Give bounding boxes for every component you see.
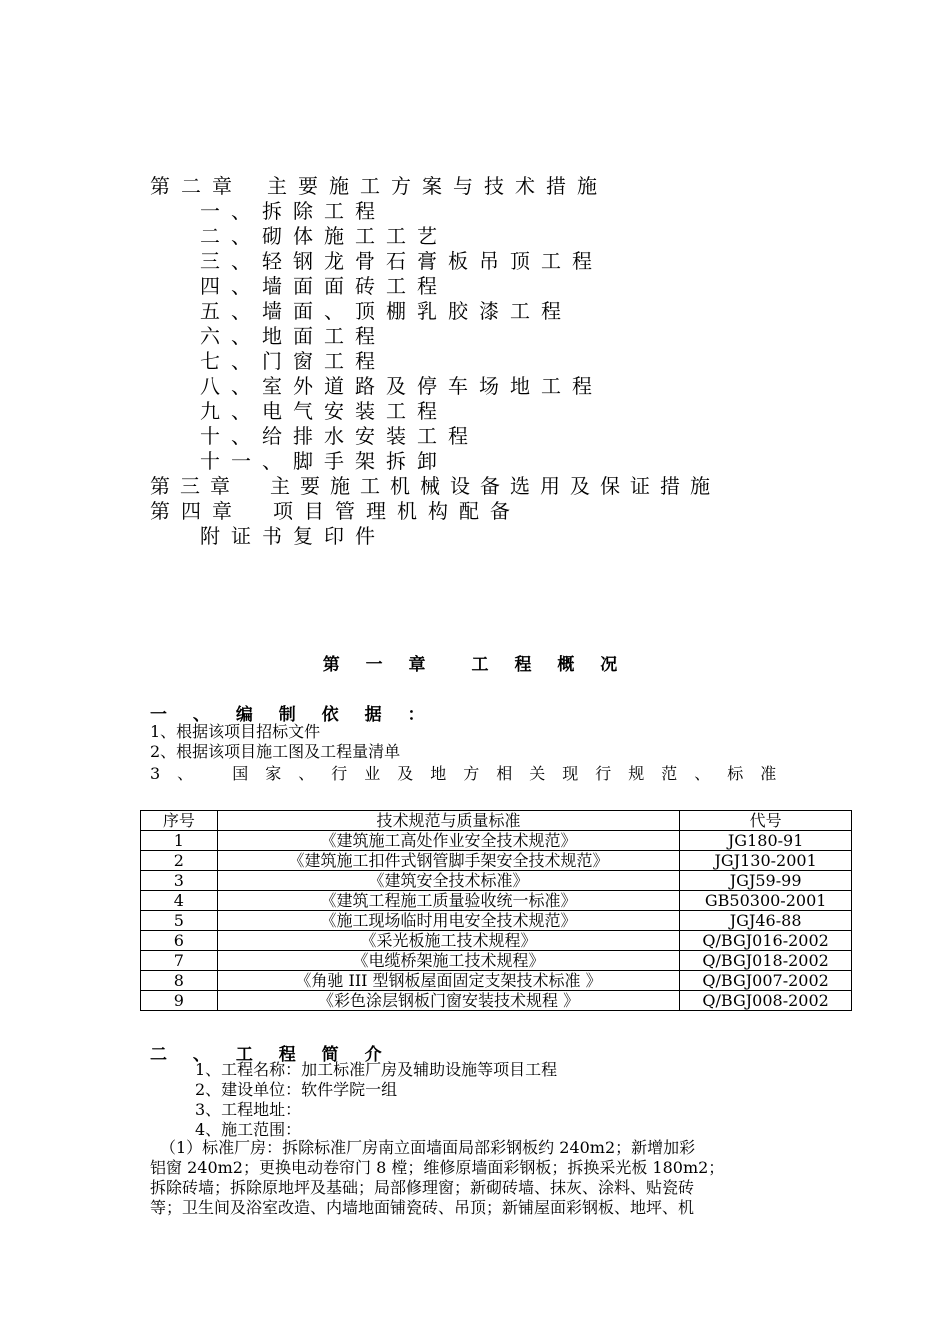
table-row [141,991,852,1011]
table-cell: JG180-91 [680,831,852,851]
toc-item: 三、轻钢龙骨石膏板吊顶工程 [200,249,603,273]
table-cell: 《建筑施工高处作业安全技术规范》 [217,831,680,851]
table-cell: 9 [141,991,218,1011]
table-row [141,831,852,851]
table-cell: JGJ130-2001 [680,851,852,871]
chapter-heading [0,650,950,675]
chapter-title: 工 程 概 况 [471,655,628,675]
toc-chapter-label: 第三章 [150,474,240,498]
table-cell: JGJ59-99 [680,871,852,891]
intro-item: 4、施工范围： [195,1120,302,1139]
toc-item: 五、墙面、顶棚乳胶漆工程 [200,299,572,323]
table-header-cell: 代号 [680,811,852,831]
toc-item: 七、门窗工程 [200,349,386,373]
table-cell: 1 [141,831,218,851]
table-cell: 《电缆桥架施工技术规程》 [217,951,680,971]
table-header-cell: 序号 [141,811,218,831]
chapter-label: 第 一 章 [322,655,436,675]
section-heading: 一 、 编 制 依 据 ： [150,705,435,725]
table-cell: 《建筑安全技术标准》 [217,871,680,891]
scope-paragraph-line: 拆除砖墙；拆除原地坪及基础；局部修理窗；新砌砖墙、抹灰、涂料、贴瓷砖 [150,1178,695,1197]
table-header-cell: 技术规范与质量标准 [217,811,680,831]
basis-item: 3、 国家、行业及地方相关现行规范、标准 [150,764,794,783]
table-header-row [141,811,852,831]
table-cell: 《建筑工程施工质量验收统一标准》 [217,891,680,911]
toc-chapter-title: 主要施工方案与技术措施 [267,174,608,198]
table-cell: 《角驰 III 型钢板屋面固定支架技术标准 》 [217,971,680,991]
intro-item: 2、建设单位：软件学院一组 [195,1080,398,1099]
table-cell: 4 [141,891,218,911]
toc-item: 六、地面工程 [200,324,386,348]
toc-chapter-title: 项目管理机构配备 [273,499,521,523]
table-row [141,851,852,871]
toc-item: 九、电气安装工程 [200,399,448,423]
table-cell: Q/BGJ008-2002 [680,991,852,1011]
toc-item: 八、室外道路及停车场地工程 [200,374,603,398]
toc-chapter-3 [150,474,720,498]
table-cell: Q/BGJ016-2002 [680,931,852,951]
table-cell: Q/BGJ007-2002 [680,971,852,991]
toc-item: 一、拆除工程 [200,199,386,223]
scope-paragraph-line: （1）标准厂房：拆除标准厂房南立面墙面局部彩钢板约 240m2；新增加彩 [160,1138,696,1157]
scope-paragraph-line: 铝窗 240m2；更换电动卷帘门 8 樘；维修原墙面彩钢板；拆换采光板 180m2； [150,1158,725,1177]
toc-chapter-label: 第二章 [150,174,243,198]
toc-item: 十一、脚手架拆卸 [200,449,448,473]
table-row [141,871,852,891]
table-cell: 3 [141,871,218,891]
toc-chapter-label: 第四章 [150,499,243,523]
section-heading: 二 、 工 程 简 介 [150,1045,392,1065]
table-row [141,931,852,951]
basis-item: 1、根据该项目招标文件 [150,722,321,741]
scope-paragraph-line: 等；卫生间及浴室改造、内墙地面铺瓷砖、吊顶；新铺屋面彩钢板、地坪、机 [150,1198,695,1217]
table-cell: 7 [141,951,218,971]
intro-item: 1、工程名称：加工标准厂房及辅助设施等项目工程 [195,1060,558,1079]
table-cell: 8 [141,971,218,991]
table-row [141,971,852,991]
table-cell: 5 [141,911,218,931]
toc-chapter-title: 主要施工机械设备选用及保证措施 [270,474,720,498]
table-cell: JGJ46-88 [680,911,852,931]
basis-item: 2、根据该项目施工图及工程量清单 [150,742,401,761]
table-cell: 《彩色涂层钢板门窗安装技术规程 》 [217,991,680,1011]
toc-chapter-4 [150,499,521,523]
table-row [141,911,852,931]
table-cell: 6 [141,931,218,951]
table-cell: GB50300-2001 [680,891,852,911]
table-cell: 《施工现场临时用电安全技术规范》 [217,911,680,931]
toc-item: 二、砌体施工工艺 [200,224,448,248]
table-cell: 《采光板施工技术规程》 [217,931,680,951]
toc-item: 四、墙面面砖工程 [200,274,448,298]
toc-item: 十、给排水安装工程 [200,424,479,448]
table-cell: 《建筑施工扣件式钢管脚手架安全技术规范》 [217,851,680,871]
intro-item: 3、工程地址： [195,1100,302,1119]
table-row [141,951,852,971]
table-row [141,891,852,911]
standards-table [140,810,852,1011]
toc-chapter-2 [150,174,608,198]
table-cell: 2 [141,851,218,871]
toc-appendix: 附证书复印件 [200,524,386,548]
table-cell: Q/BGJ018-2002 [680,951,852,971]
